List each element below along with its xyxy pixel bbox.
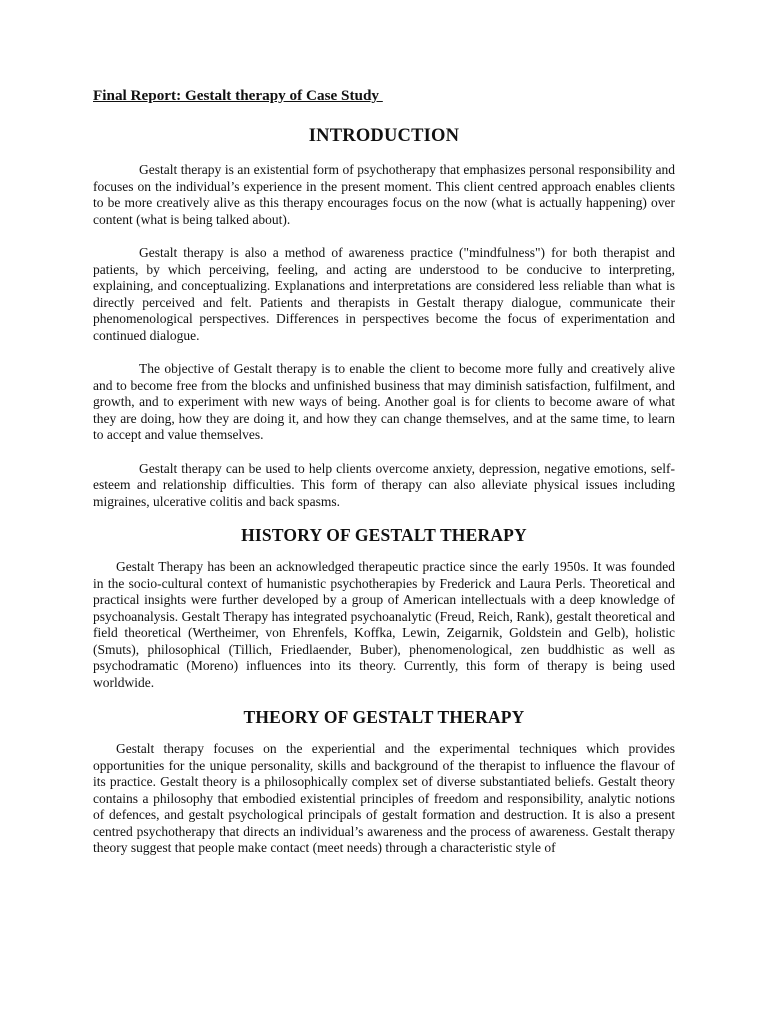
intro-paragraph-1: Gestalt therapy is an existential form of psychotherapy that emphasizes personal responsibility and focuses on the individual’s experience in the present moment. This client centred approach enables clients to be more creatively alive as this therapy encourages focus on the now (what is actually happening) over content (what is being talked about). bbox=[93, 162, 675, 227]
document-page bbox=[93, 86, 675, 937]
heading-introduction: INTRODUCTION bbox=[308, 126, 460, 146]
report-title: Final Report: Gestalt therapy of Case Study bbox=[93, 87, 383, 104]
history-paragraph-1: Gestalt Therapy has been an acknowledged therapeutic practice since the early 1950s. It was founded in the socio-cultural context of humanistic psychotherapies by Frederick and Laura Perls. Theoretical and practical insights were further developed by a group of American intellectuals with a deep knowledge of psychoanalysis. Gestalt Therapy has integrated psychoanalytic (Freud, Reich, Rank), gestalt theoretical and field theoretical (Wertheimer, von Ehrenfels, Koffka, Lewin, Zeigarnik, Goldstein and Gelb), holistic (Smuts), philosophical (Tillich, Friedlaender, Buber), phenomenological, zen buddhistic as well as psychodramatic (Moreno) influences into its theory. Currently, this form of therapy is being used worldwide. bbox=[93, 559, 675, 690]
heading-theory: THEORY OF GESTALT THERAPY bbox=[243, 707, 525, 727]
theory-text-clip bbox=[93, 741, 675, 937]
intro-paragraph-3: The objective of Gestalt therapy is to enable the client to become more fully and creatively alive and to become free from the blocks and unfinished business that may diminish satisfaction, fulfilment, and growth, and to experiment with new ways of being. Another goal is for clients to become aware of what they are doing, how they are doing it, and how they can change themselves, and at the same time, to learn to accept and value themselves. bbox=[93, 361, 675, 442]
heading-history: HISTORY OF GESTALT THERAPY bbox=[241, 525, 527, 545]
intro-paragraph-4: Gestalt therapy can be used to help clients overcome anxiety, depression, negative emotions, self-esteem and relationship difficulties. This form of therapy can also alleviate physical issues including migraines, ulcerative colitis and back spasms. bbox=[93, 460, 675, 509]
theory-paragraph-1: Gestalt therapy focuses on the experiential and the experimental techniques which provides opportunities for the unique personality, skills and background of the therapist to influence the flavour of its practice. Gestalt theory is a philosophically complex set of diverse substantiated beliefs. Gestalt theory contains a philosophy that embodied existential principles of freedom and responsibility, analytic notions of defences, and gestalt psychological principals of gestalt formation and destruction. It is also a present centred psychotherapy that directs an individual’s awareness and the process of awareness. Gestalt therapy theory suggest that people make contact (meet needs) through a characteristic style of bbox=[93, 741, 675, 855]
intro-paragraph-2: Gestalt therapy is also a method of awareness practice ("mindfulness") for both therapist and patients, by which perceiving, feeling, and acting are understood to be conducive to interpreting, explaining, and conceptualizing. Explanations and interpretations are considered less reliable than what is directly perceived and felt. Patients and therapists in Gestalt therapy dialogue, communicate their phenomenological perspectives. Differences in perspectives become the focus of experimentation and continued dialogue. bbox=[93, 245, 675, 343]
